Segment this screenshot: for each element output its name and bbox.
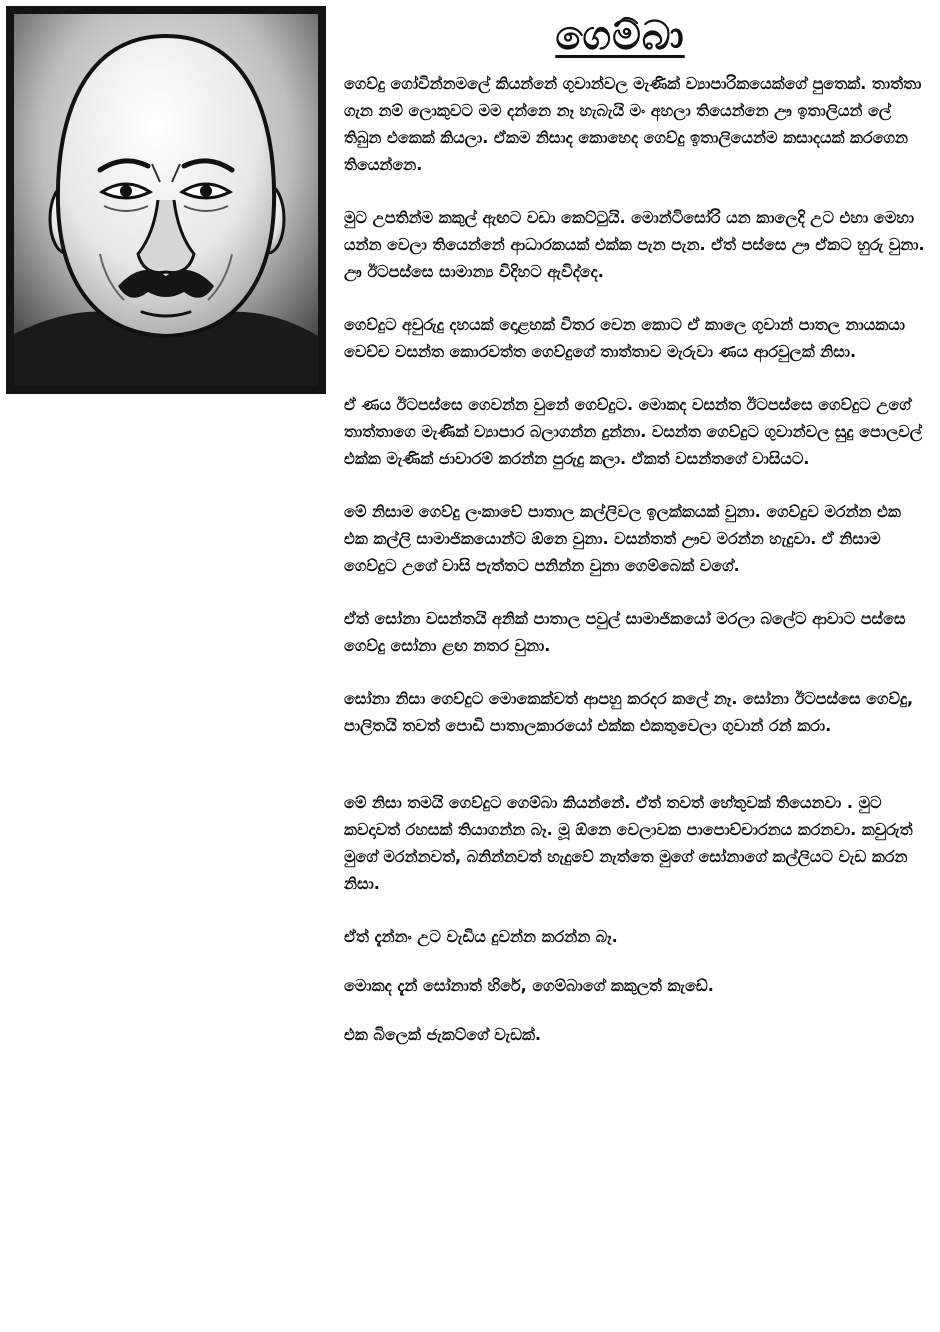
story-body — [344, 70, 930, 1070]
paragraph: සෝනා නිසා ගෙව්දුට මොකෙක්වත් ආපහු කරදර කලේ නෑ. සෝනා ඊටපස්සෙ ගෙව්දු, පාලිතයි තවත් පොඩි පාතාලකාරයෝ එක්ක එකතුවෙලා ගුවාන් රන් කරා. — [344, 689, 914, 735]
character-portrait — [6, 6, 326, 394]
paragraph: ඒත් දැන්නං උට වැඩිය දුවන්න කරන්න බෑ. — [344, 927, 618, 946]
paragraph: එක බිලෙක් ජැකට්ගේ වැඩක්. — [344, 1025, 542, 1044]
paragraph: ගෙව්දු ගෝවින්නමලේ කියන්නේ ගුවාන්වල මැණික් ව්‍යාපාරිකයෙක්ගේ පුතෙක්. තාත්තා ගැන නම් ලොකුවට මම දන්නෙ නෑ හැබැයි මං අහලා තියෙන්නෙ ඌ ඉතාලියන් ලේ තිබුන එකෙක් කියලා. ඒකම නිසාද කොහෙද ගෙව්දු ඉතාලියෙන්ම කසාදයක් කරගෙන තියෙන්නෙ. — [344, 74, 922, 174]
paragraph: මොකද දැන් සෝනාත් හිරේ, ගෙම්බාගේ කකුලත් කැඩේ. — [344, 976, 714, 995]
paragraph: ඒ ණය ඊටපස්සෙ ගෙවන්න වුනේ ගෙව්දුට. මොකද වසන්ත ඊටපස්සෙ ගෙව්දුට උගේ තාත්තාගෙ මැණික් ව්‍යාපාර බලාගන්න දුන්නා. වසන්ත ගෙව්දුට ගුවාන්වල සුදු පොලවල් එක්ක මැණික් ජාවාරම් කරන්න පුරුදු කලා. ඒකත් වසන්තගේ වාසියට. — [344, 395, 923, 468]
paragraph: මුට උපතින්ම කකුල් ඇඟට වඩා කෙට්ටුයි. මොන්ටිසෝරි යන කාලෙදි උට එහා මෙහා යන්න වෙලා තියෙන්නේ ආධාරකයක් එක්ක පැන පැන. ඒත් පස්සෙ ඌ ඒකට හුරු වුනා. ඌ ඊටපස්සෙ සාමාන්‍ය විදිහට ඇවිද්දෙ. — [344, 208, 925, 281]
bald-man-portrait-icon — [14, 14, 318, 386]
paragraph: මේ නිසා තමයි ගෙව්දුට ගෙම්බා කියන්නේ. ඒත් තවත් හේතුවක් තියෙනවා . මුට කවදාවත් රහසක් තියාගන්න බෑ. මූ ඕනෙ වෙලාවක පාපොච්චාරනය කරනවා. කවුරුත් මුගේ මරන්නවත්, බනින්නවත් හැදුවේ නැත්තෙ මුගේ සෝනාගේ කල්ලියට වැඩ කරන නිසා. — [344, 793, 913, 893]
paragraph: ඒත් සෝනා වසන්තයි අනික් පාතාල පවුල් සාමාජිකයෝ මරලා බලේට ආවාට පස්සෙ ගෙව්දු සෝනා ළඟ නතර වුනා. — [344, 609, 906, 655]
paragraph: ගෙව්දුට අවුරුදු දහයක් දොළහක් විතර වෙන කොට ඒ කාලෙ ගුවාන් පාතල නායකයා වෙච්ච වසන්ත කොරවත්ත ගෙව්දුගේ තාත්තාව මැරුවා ණය ආරවුලක් නිසා. — [344, 315, 906, 361]
page-title: ගෙම්බා — [555, 13, 685, 59]
paragraph: මේ නිසාම ගෙව්දු ලංකාවේ පාතාල කල්ලිවල ඉලක්කයක් වුනා. ගෙව්දුව මරන්න එක එක කල්ලි සාමාජිකයොන්ට ඕනෙ වුනා. වසන්තත් ඌව මරන්න හැදුවා. ඒ නිසාම ගෙව්දුට උගේ වාසි පැත්තට පනින්න වුනා ගෙම්බෙක් වගේ. — [344, 502, 901, 575]
